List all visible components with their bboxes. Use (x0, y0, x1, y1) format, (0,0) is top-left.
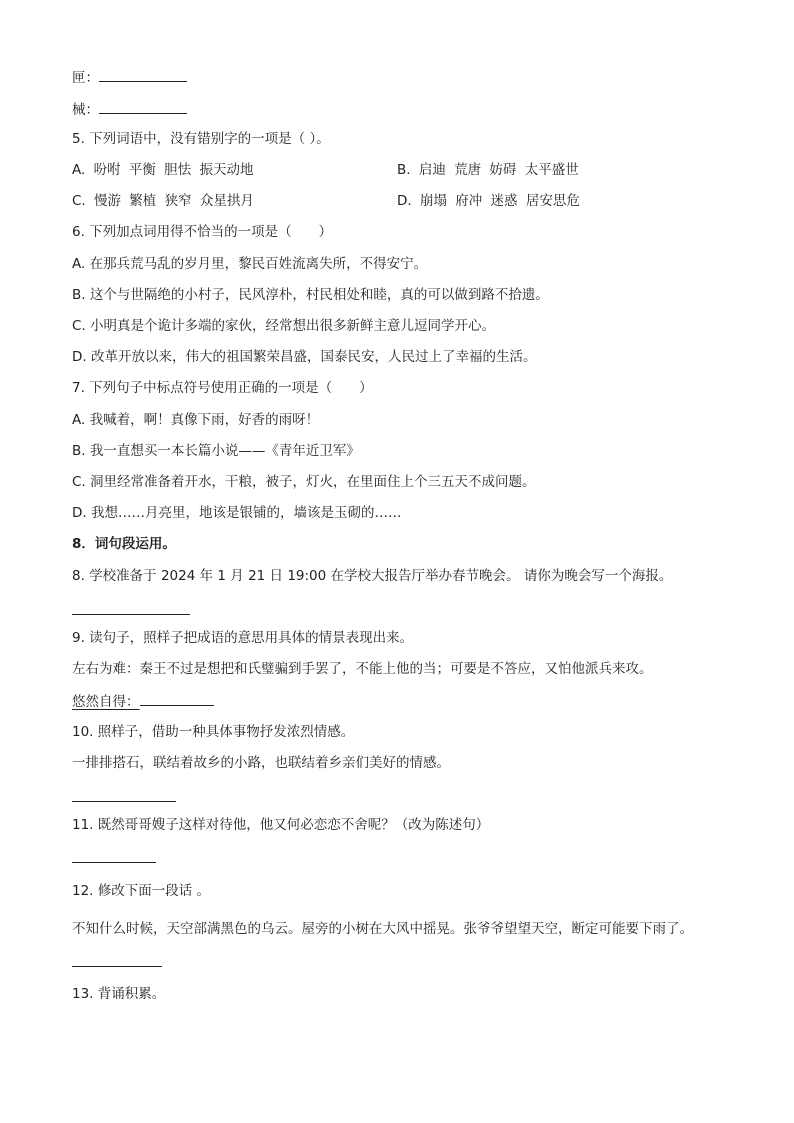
q8-answer-line[interactable] (72, 614, 190, 615)
q9-task (72, 691, 214, 711)
q8-stem: 8. 学校准备于 2024 年 1 月 21 日 19:00 在学校大报告厅举办春节晚会。 请你为晚会写一个海报。 (72, 568, 673, 584)
q13-stem: 13. 背诵积累。 (72, 986, 166, 1002)
answer-blank-2[interactable] (99, 99, 187, 114)
fill-line-1-label: 匣： (72, 70, 99, 86)
q5-option-c: C. 慢游 繁植 狭窄 众星拱月 (72, 193, 254, 209)
q6-option-d: D. 改革开放以来，伟大的祖国繁荣昌盛，国泰民安，人民过上了幸福的生活。 (72, 349, 537, 365)
q7-option-c: C. 洞里经常准备着开水，干粮，被子，灯火，在里面住上个三五天不成问题。 (72, 474, 536, 490)
q6-option-c: C. 小明真是个诡计多端的家伙，经常想出很多新鲜主意儿逗同学开心。 (72, 318, 496, 334)
q5-option-b: B. 启迪 荒唐 妨碍 太平盛世 (397, 162, 579, 178)
fill-line-2 (72, 99, 187, 119)
q7-option-a: A. 我喊着，啊！真像下雨，好香的雨呀！ (72, 412, 320, 428)
q9-stem: 9. 读句子，照样子把成语的意思用具体的情景表现出来。 (72, 630, 414, 646)
q10-answer-line[interactable] (72, 801, 176, 802)
q11-answer-line[interactable] (72, 862, 156, 863)
section-8-title: 8．词句段运用。 (72, 536, 176, 552)
q12-passage: 不知什么时候，天空部满黑色的乌云。屋旁的小树在大风中摇晃。张爷爷望望天空，断定可能要下雨了。 (72, 921, 693, 937)
fill-line-1 (72, 67, 187, 87)
q7-option-d: D. 我想……月亮里，地该是银铺的，墙该是玉砌的…… (72, 505, 402, 521)
q5-option-d: D. 崩塌 府冲 迷惑 居安思危 (397, 193, 580, 209)
q10-example: 一排排搭石，联结着故乡的小路，也联结着乡亲们美好的情感。 (72, 755, 450, 771)
q6-option-b: B. 这个与世隔绝的小村子，民风淳朴，村民相处和睦，真的可以做到路不拾遗。 (72, 287, 549, 303)
q10-stem: 10. 照样子，借助一种具体事物抒发浓烈情感。 (72, 724, 355, 740)
q12-stem: 12. 修改下面一段话 。 (72, 883, 211, 899)
q7-option-b: B. 我一直想买一本长篇小说——《青年近卫军》 (72, 443, 360, 459)
q9-answer-blank[interactable] (140, 691, 214, 706)
fill-line-2-label: 械： (72, 102, 99, 118)
q9-example: 左右为难：秦王不过是想把和氏璧骗到手罢了，不能上他的当；可要是不答应，又怕他派兵来攻。 (72, 661, 653, 677)
q7-stem: 7. 下列句子中标点符号使用正确的一项是（ ） (72, 380, 373, 396)
q9-task-label: 悠然自得： (72, 694, 140, 710)
q6-stem: 6. 下列加点词用得不恰当的一项是（ ） (72, 224, 333, 240)
answer-blank-1[interactable] (99, 67, 187, 82)
q12-answer-line[interactable] (72, 966, 162, 967)
q5-option-a: A. 吩咐 平衡 胆怯 振天动地 (72, 162, 254, 178)
q5-stem: 5. 下列词语中，没有错别字的一项是（ ）。 (72, 131, 330, 147)
q6-option-a: A. 在那兵荒马乱的岁月里，黎民百姓流离失所，不得安宁。 (72, 256, 428, 272)
q11-stem: 11. 既然哥哥嫂子这样对待他，他又何必恋恋不舍呢？（改为陈述句） (72, 817, 490, 833)
